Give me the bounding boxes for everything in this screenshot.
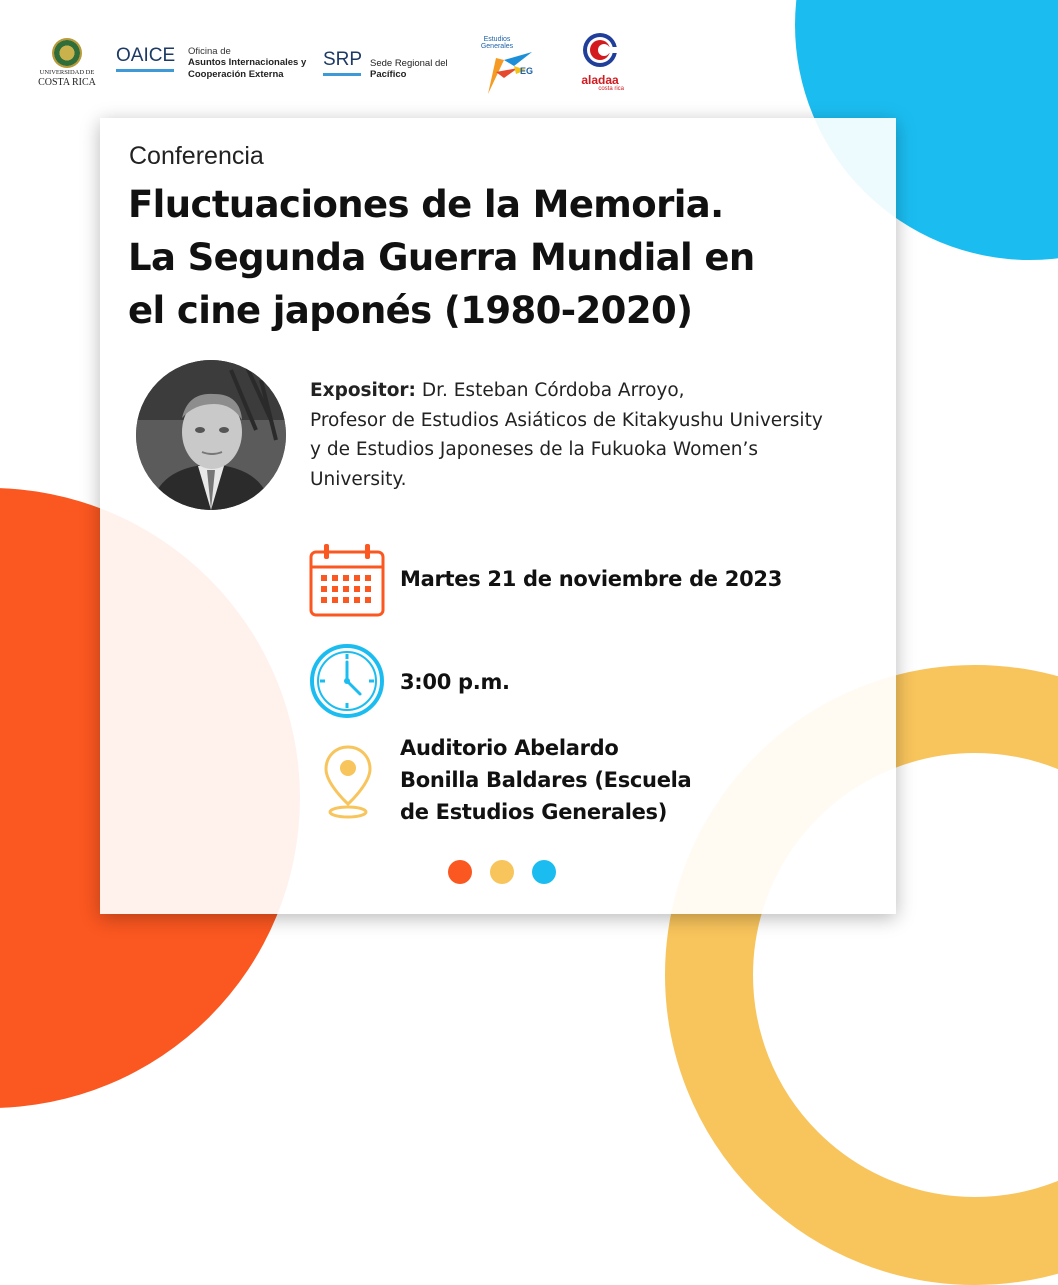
oaice-logo-bar xyxy=(116,69,174,72)
speaker-line-3: y de Estudios Japoneses de la Fukuoka Women’s xyxy=(310,439,759,460)
oaice-line3: Cooperación Externa xyxy=(188,68,284,80)
oaice-logo xyxy=(116,46,175,72)
eg-line2: Generales xyxy=(480,43,514,51)
orange-dot xyxy=(448,860,472,884)
title-line-2: La Segunda Guerra Mundial en xyxy=(128,236,755,279)
ucr-logo-line2: COSTA RICA xyxy=(38,76,96,88)
speaker-line-4: University. xyxy=(310,468,407,490)
location-line-2: Bonilla Baldares (Escuela xyxy=(400,768,692,792)
srp-line2: Pacífico xyxy=(370,69,407,81)
speaker-info xyxy=(310,376,890,494)
blue-dot xyxy=(532,860,556,884)
estudios-generales-logo xyxy=(474,36,544,96)
eg-line1: Estudios xyxy=(483,36,511,43)
event-date: Martes 21 de noviembre de 2023 xyxy=(400,567,783,591)
event-card xyxy=(100,118,896,914)
speaker-photo xyxy=(136,360,286,510)
calendar-icon xyxy=(308,542,386,618)
eg-mark: EG xyxy=(520,66,534,76)
speaker-label: Expositor: xyxy=(310,380,416,401)
speaker-line-2: Profesor de Estudios Asiáticos de Kitakyushu University xyxy=(310,409,823,431)
yellow-dot xyxy=(490,860,514,884)
clock-icon xyxy=(308,642,386,720)
srp-line1: Sede Regional del xyxy=(370,58,448,69)
ucr-logo-line1: UNIVERSIDAD DE xyxy=(39,69,95,76)
oaice-line1: Oficina de xyxy=(188,46,231,57)
event-time: 3:00 p.m. xyxy=(400,670,510,694)
ucr-seal-icon xyxy=(52,38,82,68)
title-line-3: el cine japonés (1980-2020) xyxy=(128,289,693,332)
srp-logo-text xyxy=(370,58,448,81)
aladaa-name: aladaa xyxy=(581,73,619,87)
location-line-1: Auditorio Abelardo xyxy=(400,736,619,760)
srp-logo-name: SRP xyxy=(323,49,363,70)
eg-bird-icon xyxy=(474,36,544,96)
oaice-logo-text xyxy=(188,46,306,80)
location-line-3: de Estudios Generales) xyxy=(400,800,668,824)
aladaa-logo xyxy=(570,32,630,92)
logos-bar xyxy=(0,0,680,110)
srp-logo-bar xyxy=(323,73,361,76)
srp-logo xyxy=(323,50,362,76)
ucr-logo xyxy=(34,38,100,88)
event-location xyxy=(400,732,691,828)
aladaa-emblem-icon xyxy=(578,32,622,68)
map-pin-icon xyxy=(322,744,374,820)
speaker-name: Dr. Esteban Córdoba Arroyo, xyxy=(415,380,685,401)
title-line-1: Fluctuaciones de la Memoria. xyxy=(128,183,724,226)
event-title xyxy=(128,178,868,337)
decorative-dots xyxy=(448,860,574,884)
oaice-logo-name: OAICE xyxy=(116,45,176,66)
oaice-line2: Asuntos Internacionales y xyxy=(188,57,307,69)
speaker-portrait-image xyxy=(136,360,286,510)
aladaa-sub: costa rica xyxy=(598,86,624,92)
event-kicker: Conferencia xyxy=(129,142,264,170)
